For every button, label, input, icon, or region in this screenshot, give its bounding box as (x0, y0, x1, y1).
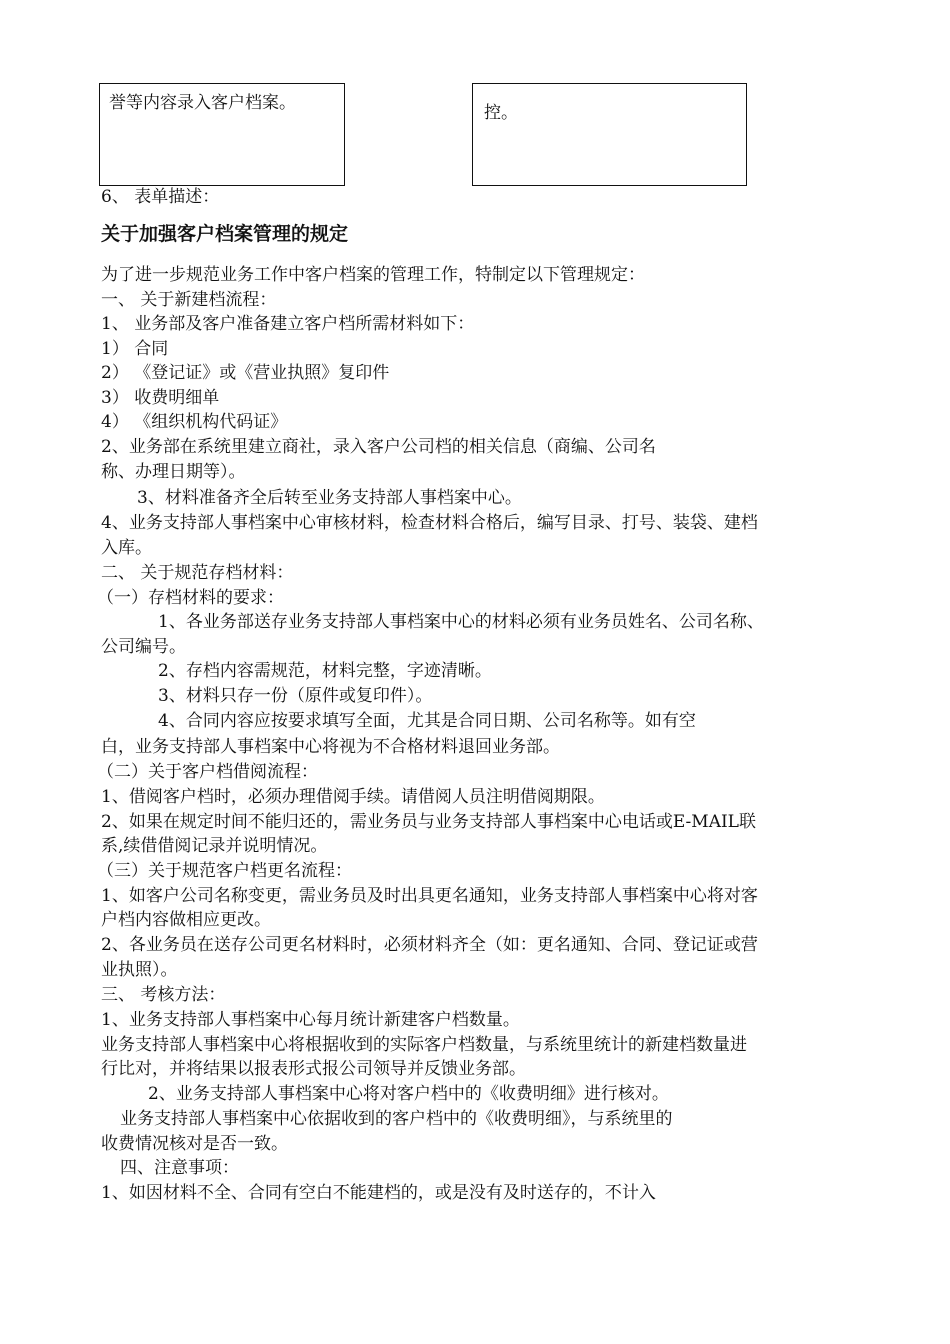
body-line: 1、借阅客户档时，必须办理借阅手续。请借阅人员注明借阅期限。 (101, 787, 605, 807)
body-line: 1、 业务部及客户准备建立客户档所需材料如下： (101, 314, 475, 334)
left-box-text: 誉等内容录入客户档案。 (109, 93, 296, 113)
body-line: 2、各业务员在送存公司更名材料时，必须材料齐全（如：更名通知、合同、登记证或营 (101, 935, 758, 955)
body-line: 1、如客户公司名称变更，需业务员及时出具更名通知，业务支持部人事档案中心将对客 (101, 886, 758, 906)
form-description-label: 6、 表单描述： (101, 187, 220, 207)
body-line: 收费情况核对是否一致。 (101, 1134, 288, 1154)
body-line: 业务支持部人事档案中心依据收到的客户档中的《收费明细》，与系统里的 (120, 1109, 673, 1129)
body-line: 1、各业务部送存业务支持部人事档案中心的材料必须有业务员姓名、公司名称、 (158, 612, 764, 632)
list-item: 2） 《登记证》或《营业执照》复印件 (101, 363, 390, 383)
body-line: 2、如果在规定时间不能归还的，需业务员与业务支持部人事档案中心电话或E-MAIL联 (101, 812, 756, 832)
list-item: 1） 合同 (101, 339, 169, 359)
body-line: 公司编号。 (101, 637, 186, 657)
body-line: 入库。 (101, 538, 152, 558)
section-heading: 二、 关于规范存档材料： (101, 563, 294, 583)
intro-line: 为了进一步规范业务工作中客户档案的管理工作，特制定以下管理规定： (101, 265, 645, 285)
body-line: 白，业务支持部人事档案中心将视为不合格材料退回业务部。 (101, 737, 560, 757)
body-line: 1、业务支持部人事档案中心每月统计新建客户档数量。 (101, 1010, 520, 1030)
document-title: 关于加强客户档案管理的规定 (101, 223, 349, 245)
body-line: 称、办理日期等）。 (101, 462, 246, 482)
body-line: 业务支持部人事档案中心将根据收到的实际客户档数量，与系统里统计的新建档数量进 (101, 1035, 747, 1055)
body-line: 3、材料准备齐全后转至业务支持部人事档案中心。 (137, 488, 522, 508)
right-text-box (472, 83, 747, 186)
body-line: 行比对，并将结果以报表形式报公司领导并反馈业务部。 (101, 1059, 526, 1079)
section-heading: 四、注意事项： (120, 1158, 239, 1178)
left-text-box (99, 83, 345, 186)
body-line: 4、业务支持部人事档案中心审核材料，检查材料合格后，编写目录、打号、装袋、建档 (101, 513, 758, 533)
body-line: 户档内容做相应更改。 (101, 910, 271, 930)
body-line: 2、存档内容需规范，材料完整，字迹清晰。 (158, 661, 492, 681)
body-line: 2、业务支持部人事档案中心将对客户档中的《收费明细》进行核对。 (148, 1084, 669, 1104)
section-heading: 一、 关于新建档流程： (101, 290, 277, 310)
list-item: 4） 《组织机构代码证》 (101, 412, 288, 432)
body-line: 2、业务部在系统里建立商社，录入客户公司档的相关信息（商编、公司名 (101, 437, 656, 457)
body-line: 业执照）。 (101, 960, 178, 980)
body-line: 系,续借借阅记录并说明情况。 (101, 836, 328, 856)
right-box-text: 控。 (484, 103, 518, 123)
subsection-heading: （二）关于客户档借阅流程： (97, 762, 318, 782)
list-item: 3） 收费明细单 (101, 388, 220, 408)
subsection-heading: （三）关于规范客户档更名流程： (97, 861, 352, 881)
body-line: 4、合同内容应按要求填写全面，尤其是合同日期、公司名称等。如有空 (158, 711, 696, 731)
subsection-heading: （一）存档材料的要求： (97, 588, 284, 608)
section-heading: 三、 考核方法： (101, 985, 226, 1005)
body-line: 3、材料只存一份（原件或复印件）。 (158, 686, 433, 706)
body-line: 1、如因材料不全、合同有空白不能建档的，或是没有及时送存的，不计入 (101, 1183, 656, 1203)
